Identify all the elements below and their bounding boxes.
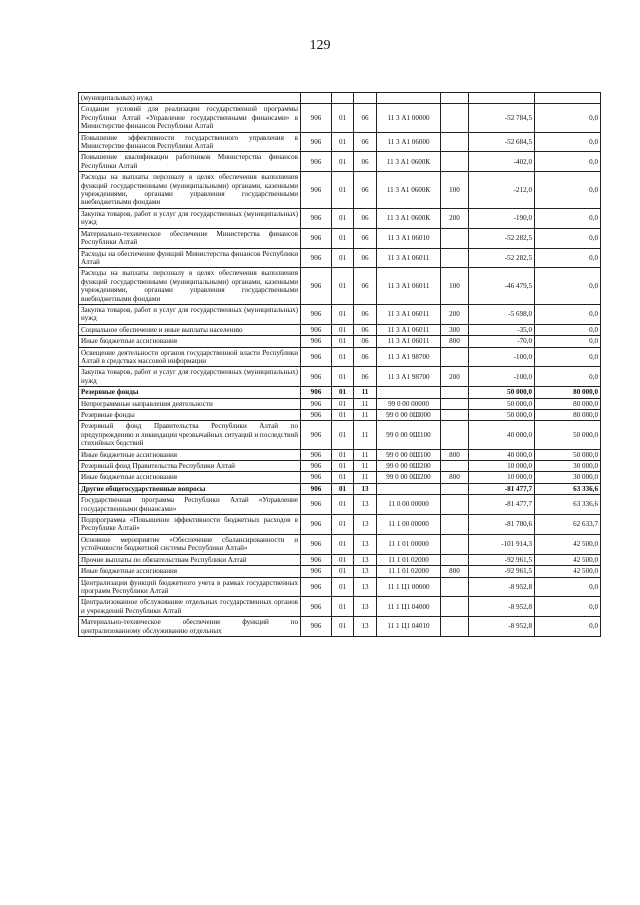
expense-type-cell: 200 [441,208,469,228]
table-row [79,534,601,554]
department-code-cell: 906 [301,483,332,494]
section-code-cell: 01 [332,152,354,172]
target-article-cell: 11 3 А1 06000 [377,132,441,152]
table-row [79,617,601,637]
section-code-cell: 01 [332,336,354,347]
expense-type-cell: 200 [441,304,469,324]
expense-type-cell [441,132,469,152]
expense-type-cell [441,104,469,132]
target-article-cell [377,483,441,494]
department-code-cell: 906 [301,566,332,577]
subsection-code-cell: 06 [354,347,377,367]
amount-year-2-cell: 42 500,0 [535,554,601,565]
subsection-code-cell: 06 [354,152,377,172]
section-code-cell [332,93,354,104]
expense-type-cell: 200 [441,367,469,387]
expense-name-cell: Прочие выплаты по обязательствам Республики Алтай [79,554,301,565]
target-article-cell: 11 3 А1 0600К [377,152,441,172]
subsection-code-cell: 13 [354,597,377,617]
department-code-cell: 906 [301,104,332,132]
subsection-code-cell: 06 [354,132,377,152]
expense-name-cell: Иные бюджетные ассигнования [79,336,301,347]
amount-year-2-cell: 62 633,7 [535,515,601,535]
expense-type-cell: 100 [441,268,469,305]
amount-year-2-cell: 30 000,0 [535,472,601,483]
department-code-cell: 906 [301,336,332,347]
amount-year-2-cell: 0,0 [535,347,601,367]
target-article-cell: 11 3 А1 06011 [377,336,441,347]
target-article-cell: 11 3 А1 0600К [377,208,441,228]
expense-type-cell: 100 [441,172,469,209]
expense-name-cell: Повышение квалификации работников Министерства финансов Республики Алтай [79,152,301,172]
expense-name-cell: Освещение деятельности органов государственной власти Республики Алтай в средствах массовой информации [79,347,301,367]
amount-year-2-cell: 0,0 [535,336,601,347]
subsection-code-cell: 11 [354,387,377,398]
department-code-cell: 906 [301,387,332,398]
subsection-code-cell: 11 [354,410,377,421]
department-code-cell: 906 [301,449,332,460]
amount-year-1-cell: -81 780,6 [469,515,535,535]
table-row [79,554,601,565]
target-article-cell: 11 0 00 00000 [377,495,441,515]
department-code-cell: 906 [301,410,332,421]
subsection-code-cell: 13 [354,534,377,554]
subsection-code-cell: 11 [354,449,377,460]
amount-year-1-cell: -46 479,5 [469,268,535,305]
amount-year-1-cell: 50 000,0 [469,398,535,409]
section-code-cell: 01 [332,566,354,577]
subsection-code-cell: 06 [354,104,377,132]
subsection-code-cell: 06 [354,304,377,324]
target-article-cell: 11 1 00 00000 [377,515,441,535]
department-code-cell: 906 [301,472,332,483]
amount-year-1-cell: -8 952,8 [469,597,535,617]
expense-type-cell [441,483,469,494]
table-row [79,449,601,460]
department-code-cell: 906 [301,421,332,449]
department-code-cell: 906 [301,495,332,515]
amount-year-2-cell: 0,0 [535,367,601,387]
expense-type-cell [441,387,469,398]
target-article-cell: 11 3 А1 98700 [377,347,441,367]
target-article-cell: 11 1 Ц1 00000 [377,577,441,597]
expense-type-cell: 300 [441,324,469,335]
subsection-code-cell: 13 [354,566,377,577]
subsection-code-cell: 13 [354,617,377,637]
subsection-code-cell: 06 [354,367,377,387]
table-row [79,577,601,597]
amount-year-2-cell: 42 500,0 [535,534,601,554]
expense-type-cell [441,617,469,637]
target-article-cell: 11 3 А1 06011 [377,268,441,305]
page-number: 129 [309,38,331,53]
department-code-cell: 906 [301,534,332,554]
expense-type-cell: 800 [441,472,469,483]
expense-type-cell [441,597,469,617]
amount-year-1-cell: -52 784,5 [469,104,535,132]
department-code-cell: 906 [301,152,332,172]
table-row [79,410,601,421]
expense-type-cell [441,93,469,104]
amount-year-2-cell: 0,0 [535,104,601,132]
expense-type-cell [441,347,469,367]
expense-name-cell: Централизация функций бюджетного учета в рамках государственных программ Республики Алтай [79,577,301,597]
department-code-cell: 906 [301,597,332,617]
expense-name-cell: Расходы на выплаты персоналу в целях обеспечения выполнения функций государственными (муниципальными) органами, казенными учреждениями, органами управления государственными внебюджетными фондами [79,268,301,305]
table-row [79,172,601,209]
subsection-code-cell: 06 [354,208,377,228]
table-row [79,472,601,483]
department-code-cell: 906 [301,367,332,387]
section-code-cell: 01 [332,617,354,637]
amount-year-1-cell: 50 000,0 [469,387,535,398]
target-article-cell: 11 3 А1 98700 [377,367,441,387]
target-article-cell [377,93,441,104]
section-code-cell: 01 [332,554,354,565]
amount-year-1-cell: -52 282,5 [469,228,535,248]
amount-year-2-cell: 0,0 [535,228,601,248]
amount-year-1-cell [469,93,535,104]
subsection-code-cell: 13 [354,577,377,597]
target-article-cell: 11 1 01 02000 [377,554,441,565]
table-row [79,268,601,305]
expense-name-cell: Расходы на выплаты персоналу в целях обеспечения выполнения функций государственными (муниципальными) органами, казенными учреждениями, органами управления государственными внебюджетными фондами [79,172,301,209]
expense-name-cell: Централизованное обслуживание отдельных государственных органов и учреждений Республики Алтай [79,597,301,617]
section-code-cell: 01 [332,304,354,324]
department-code-cell: 906 [301,172,332,209]
expense-name-cell: Резервный фонд Правительства Республики Алтай по предупреждению и ликвидации чрезвычайных ситуаций и последствий стихийных бедствий [79,421,301,449]
target-article-cell: 11 3 А1 0600К [377,172,441,209]
section-code-cell: 01 [332,132,354,152]
expense-type-cell [441,398,469,409]
amount-year-2-cell: 0,0 [535,172,601,209]
subsection-code-cell: 13 [354,515,377,535]
subsection-code-cell: 11 [354,421,377,449]
expense-name-cell: Государственная программа Республики Алтай «Управление государственными финансами» [79,495,301,515]
amount-year-1-cell: 50 000,0 [469,410,535,421]
section-code-cell: 01 [332,104,354,132]
table-row [79,398,601,409]
section-code-cell: 01 [332,577,354,597]
amount-year-2-cell: 0,0 [535,304,601,324]
table-row [79,248,601,268]
amount-year-2-cell: 0,0 [535,324,601,335]
expense-name-cell: Резервные фонды [79,387,301,398]
amount-year-2-cell: 0,0 [535,248,601,268]
amount-year-1-cell: -81 477,7 [469,495,535,515]
department-code-cell: 906 [301,248,332,268]
department-code-cell: 906 [301,617,332,637]
amount-year-2-cell: 0,0 [535,577,601,597]
amount-year-1-cell: -402,0 [469,152,535,172]
target-article-cell: 11 3 А1 06011 [377,304,441,324]
subsection-code-cell: 06 [354,268,377,305]
table-row [79,515,601,535]
department-code-cell: 906 [301,268,332,305]
table-row [79,304,601,324]
section-code-cell: 01 [332,248,354,268]
expense-name-cell: Основное мероприятие «Обеспечение сбалансированности и устойчивости бюджетной системы Республики Алтай» [79,534,301,554]
section-code-cell: 01 [332,387,354,398]
section-code-cell: 01 [332,268,354,305]
department-code-cell: 906 [301,324,332,335]
amount-year-1-cell: -212,0 [469,172,535,209]
target-article-cell: 11 3 А1 06010 [377,228,441,248]
target-article-cell: 11 1 01 00000 [377,534,441,554]
expense-name-cell: Создание условий для реализации государственной программы Республики Алтай «Управление государственными финансами» в Министерстве финансов Республики Алтай [79,104,301,132]
target-article-cell: 11 1 Ц1 04000 [377,597,441,617]
department-code-cell: 906 [301,577,332,597]
table-row [79,367,601,387]
table-row [79,324,601,335]
amount-year-2-cell: 0,0 [535,152,601,172]
section-code-cell: 01 [332,228,354,248]
subsection-code-cell: 06 [354,248,377,268]
expense-name-cell: Материально-техническое обеспечение Министерства финансов Республики Алтай [79,228,301,248]
amount-year-2-cell: 50 000,0 [535,449,601,460]
department-code-cell: 906 [301,398,332,409]
department-code-cell: 906 [301,208,332,228]
amount-year-2-cell: 0,0 [535,617,601,637]
amount-year-1-cell: -8 952,8 [469,577,535,597]
amount-year-1-cell: -52 282,5 [469,248,535,268]
section-code-cell: 01 [332,472,354,483]
subsection-code-cell: 06 [354,228,377,248]
section-code-cell: 01 [332,534,354,554]
table-row [79,336,601,347]
section-code-cell: 01 [332,483,354,494]
amount-year-2-cell: 42 500,0 [535,566,601,577]
department-code-cell: 906 [301,132,332,152]
expense-type-cell: 800 [441,336,469,347]
amount-year-2-cell: 0,0 [535,268,601,305]
expense-name-cell: Другие общегосударственные вопросы [79,483,301,494]
section-code-cell: 01 [332,347,354,367]
target-article-cell: 11 1 Ц1 04010 [377,617,441,637]
table-row [79,597,601,617]
amount-year-2-cell: 50 000,0 [535,421,601,449]
table-row [79,387,601,398]
expense-type-cell [441,421,469,449]
amount-year-2-cell: 0,0 [535,597,601,617]
expense-type-cell [441,577,469,597]
amount-year-1-cell: -8 952,8 [469,617,535,637]
amount-year-1-cell: -100,0 [469,347,535,367]
amount-year-2-cell: 63 336,6 [535,495,601,515]
expense-name-cell: Резервные фонды [79,410,301,421]
subsection-code-cell: 06 [354,324,377,335]
amount-year-2-cell: 63 336,6 [535,483,601,494]
expense-name-cell: Закупка товаров, работ и услуг для государственных (муниципальных) нужд [79,304,301,324]
amount-year-1-cell: -92 961,5 [469,554,535,565]
amount-year-2-cell [535,93,601,104]
expense-type-cell: 800 [441,449,469,460]
target-article-cell: 99 0 00 0Ш100 [377,421,441,449]
table-row [79,495,601,515]
expense-name-cell: Материально-техническое обеспечение функций по централизованному обслуживанию отдельных [79,617,301,637]
subsection-code-cell: 11 [354,398,377,409]
expense-name-cell: Резервный фонд Правительства Республики Алтай [79,461,301,472]
amount-year-2-cell: 0,0 [535,208,601,228]
expense-type-cell [441,495,469,515]
department-code-cell: 906 [301,461,332,472]
section-code-cell: 01 [332,515,354,535]
expense-name-cell: Подпрограмма «Повышение эффективности бюджетных расходов в Республике Алтай» [79,515,301,535]
amount-year-1-cell: -81 477,7 [469,483,535,494]
subsection-code-cell: 13 [354,554,377,565]
expense-name-cell: Повышение эффективности государственного управления в Министерстве финансов Республики Алтай [79,132,301,152]
target-article-cell: 99 0 00 0Ш200 [377,472,441,483]
table-row [79,104,601,132]
expense-name-cell: Закупка товаров, работ и услуг для государственных (муниципальных) нужд [79,367,301,387]
expense-name-cell: Социальное обеспечение и иные выплаты населению [79,324,301,335]
table-row [79,347,601,367]
target-article-cell: 11 3 А1 06011 [377,248,441,268]
expense-name-cell: Непрограммные направления деятельности [79,398,301,409]
amount-year-1-cell: 40 000,0 [469,421,535,449]
expense-name-cell: Закупка товаров, работ и услуг для государственных (муниципальных) нужд [79,208,301,228]
section-code-cell: 01 [332,597,354,617]
amount-year-1-cell: -5 698,0 [469,304,535,324]
department-code-cell: 906 [301,304,332,324]
section-code-cell: 01 [332,324,354,335]
section-code-cell: 01 [332,461,354,472]
table-row [79,208,601,228]
expense-type-cell [441,228,469,248]
subsection-code-cell [354,93,377,104]
section-code-cell: 01 [332,172,354,209]
subsection-code-cell: 13 [354,483,377,494]
table-row [79,483,601,494]
expense-type-cell [441,515,469,535]
target-article-cell: 99 0 00 00000 [377,398,441,409]
amount-year-1-cell: -100,0 [469,367,535,387]
amount-year-1-cell: -70,0 [469,336,535,347]
table-row [79,228,601,248]
target-article-cell: 11 3 А1 06011 [377,324,441,335]
section-code-cell: 01 [332,449,354,460]
expense-type-cell: 800 [441,566,469,577]
expense-type-cell [441,248,469,268]
table-row [79,461,601,472]
section-code-cell: 01 [332,367,354,387]
amount-year-2-cell: 0,0 [535,132,601,152]
expense-type-cell [441,461,469,472]
target-article-cell: 11 3 А1 00000 [377,104,441,132]
target-article-cell: 99 0 00 0Ш200 [377,461,441,472]
subsection-code-cell: 06 [354,172,377,209]
expense-name-cell: Иные бюджетные ассигнования [79,472,301,483]
expense-type-cell [441,554,469,565]
amount-year-1-cell: 10 000,0 [469,472,535,483]
table-row [79,421,601,449]
expense-type-cell [441,152,469,172]
amount-year-1-cell: -190,0 [469,208,535,228]
expense-type-cell [441,534,469,554]
target-article-cell [377,387,441,398]
target-article-cell: 99 0 00 0Ш000 [377,410,441,421]
amount-year-1-cell: 40 000,0 [469,449,535,460]
expense-name-cell: Иные бюджетные ассигнования [79,449,301,460]
amount-year-2-cell: 80 000,0 [535,387,601,398]
expense-name-cell: Расходы на обеспечение функций Министерства финансов Республики Алтай [79,248,301,268]
amount-year-1-cell: -35,0 [469,324,535,335]
subsection-code-cell: 06 [354,336,377,347]
table-row [79,566,601,577]
section-code-cell: 01 [332,421,354,449]
department-code-cell [301,93,332,104]
target-article-cell: 99 0 00 0Ш100 [377,449,441,460]
amount-year-1-cell: -101 914,3 [469,534,535,554]
table-row [79,93,601,104]
subsection-code-cell: 13 [354,495,377,515]
subsection-code-cell: 11 [354,472,377,483]
department-code-cell: 906 [301,515,332,535]
section-code-cell: 01 [332,398,354,409]
subsection-code-cell: 11 [354,461,377,472]
amount-year-1-cell: -92 961,5 [469,566,535,577]
amount-year-1-cell: 10 000,0 [469,461,535,472]
table-row [79,132,601,152]
amount-year-2-cell: 30 000,0 [535,461,601,472]
department-code-cell: 906 [301,228,332,248]
expense-name-cell: Иные бюджетные ассигнования [79,566,301,577]
department-code-cell: 906 [301,554,332,565]
amount-year-1-cell: -52 684,5 [469,132,535,152]
budget-table [78,92,601,637]
table-row [79,152,601,172]
section-code-cell: 01 [332,410,354,421]
section-code-cell: 01 [332,208,354,228]
amount-year-2-cell: 80 000,0 [535,398,601,409]
department-code-cell: 906 [301,347,332,367]
expense-name-cell: (муниципальных) нужд [79,93,301,104]
target-article-cell: 11 1 01 02000 [377,566,441,577]
expense-type-cell [441,410,469,421]
amount-year-2-cell: 80 000,0 [535,410,601,421]
section-code-cell: 01 [332,495,354,515]
